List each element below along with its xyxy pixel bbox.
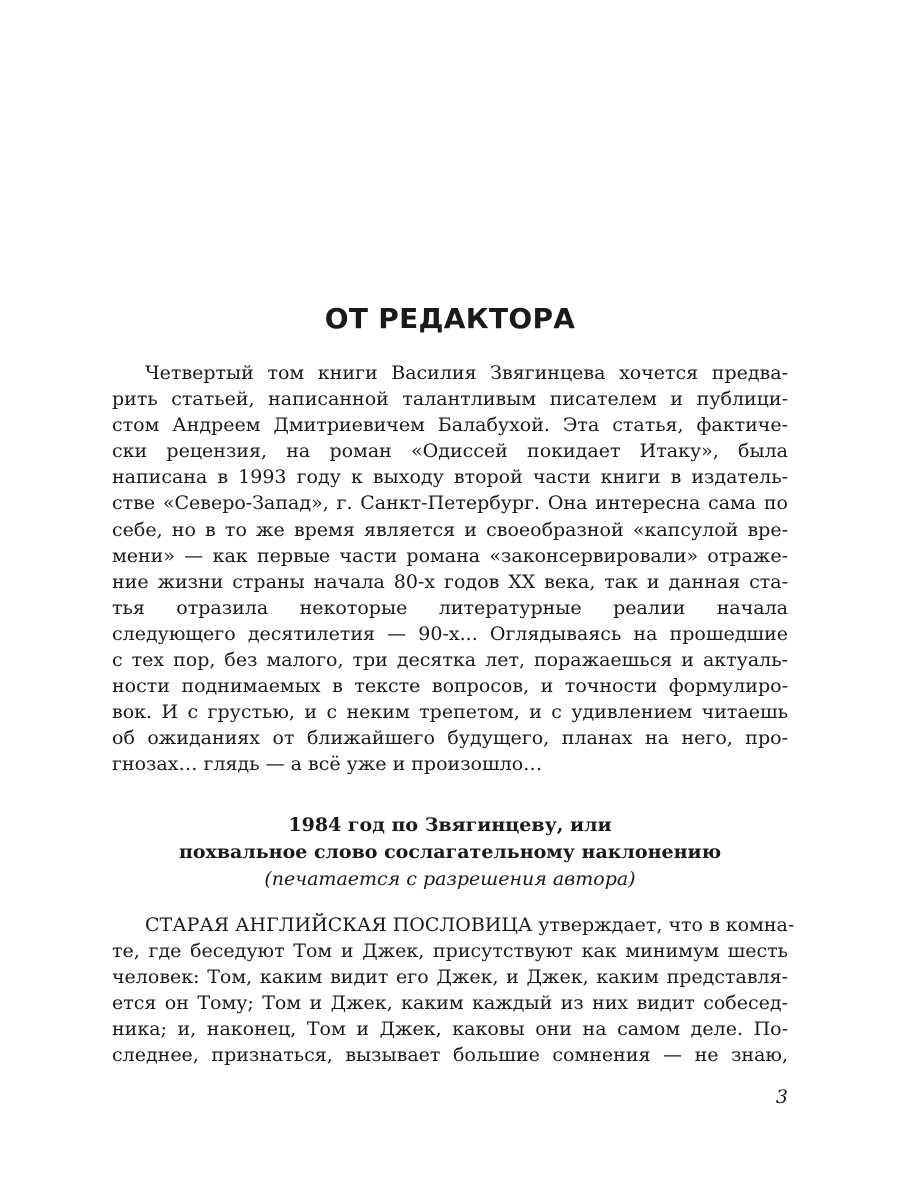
article-heading-line-1: 1984 год по Звягинцеву, или xyxy=(288,814,612,836)
page-title: ОТ РЕДАКТОРА xyxy=(324,302,576,335)
text-line: себе, но в то же время является и своеобразной «капсулой вре- xyxy=(112,518,788,541)
text-line: ности поднимаемых в тексте вопросов, и точности формулиро- xyxy=(112,675,788,698)
page-number: 3 xyxy=(775,1086,788,1108)
text-line: ника; и, наконец, Том и Джек, каковы они на самом деле. По- xyxy=(112,1018,788,1041)
text-line: ется он Тому; Том и Джек, каким каждый из них видит собесед- xyxy=(112,992,788,1015)
text-line: написана в 1993 году к выходу второй части книги в издатель- xyxy=(112,466,788,489)
text-line: те, где беседуют Том и Джек, присутствуют как минимум шесть xyxy=(112,940,788,963)
article-heading xyxy=(0,812,900,893)
article-heading-line-2: похвальное слово сослагательному наклонению xyxy=(178,841,722,863)
text-line: Четвертый том книги Василия Звягинцева хочется предва- xyxy=(145,362,788,384)
text-line: ски рецензия, на роман «Одиссей покидает Итаку», была xyxy=(112,440,788,463)
article-paragraph xyxy=(112,912,795,1069)
text-line: вок. И с грустью, и с неким трепетом, и с удивлением читаешь xyxy=(112,701,788,724)
text-line: стом Андреем Дмитриевичем Балабухой. Эта статья, фактиче- xyxy=(112,414,788,437)
text-line: следнее, признаться, вызывает большие сомнения — не знаю, xyxy=(112,1044,788,1067)
text-line: об ожиданиях от ближайшего будущего, планах на него, про- xyxy=(112,727,788,750)
text-line: с тех пор, без малого, три десятка лет, поражаешься и актуаль- xyxy=(112,649,788,672)
text-line: рить статьей, написанной талантливым писателем и публици- xyxy=(112,388,788,411)
text-line: ние жизни страны начала 80-х годов XX века, так и данная ста- xyxy=(112,570,788,593)
text-line: человек: Том, каким видит его Джек, и Джек, каким представля- xyxy=(112,966,788,989)
text-line: СТАРАЯ АНГЛИЙСКАЯ ПОСЛОВИЦА утверждает, что в комна- xyxy=(145,914,795,936)
intro-paragraph xyxy=(112,360,788,778)
text-line: мени» — как первые части романа «законсервировали» отраже- xyxy=(112,544,788,567)
article-permission-note: (печатается с разрешения автора) xyxy=(264,868,636,890)
text-line: стве «Северо-Запад», г. Санкт-Петербург. Она интересна сама по xyxy=(112,492,788,515)
text-line: тья отразила некоторые литературные реалии начала xyxy=(112,596,788,619)
text-line: следующего десятилетия — 90-х... Оглядываясь на прошедшие xyxy=(112,622,788,645)
text-line: гнозах… глядь — а всё уже и произошло… xyxy=(112,753,543,776)
